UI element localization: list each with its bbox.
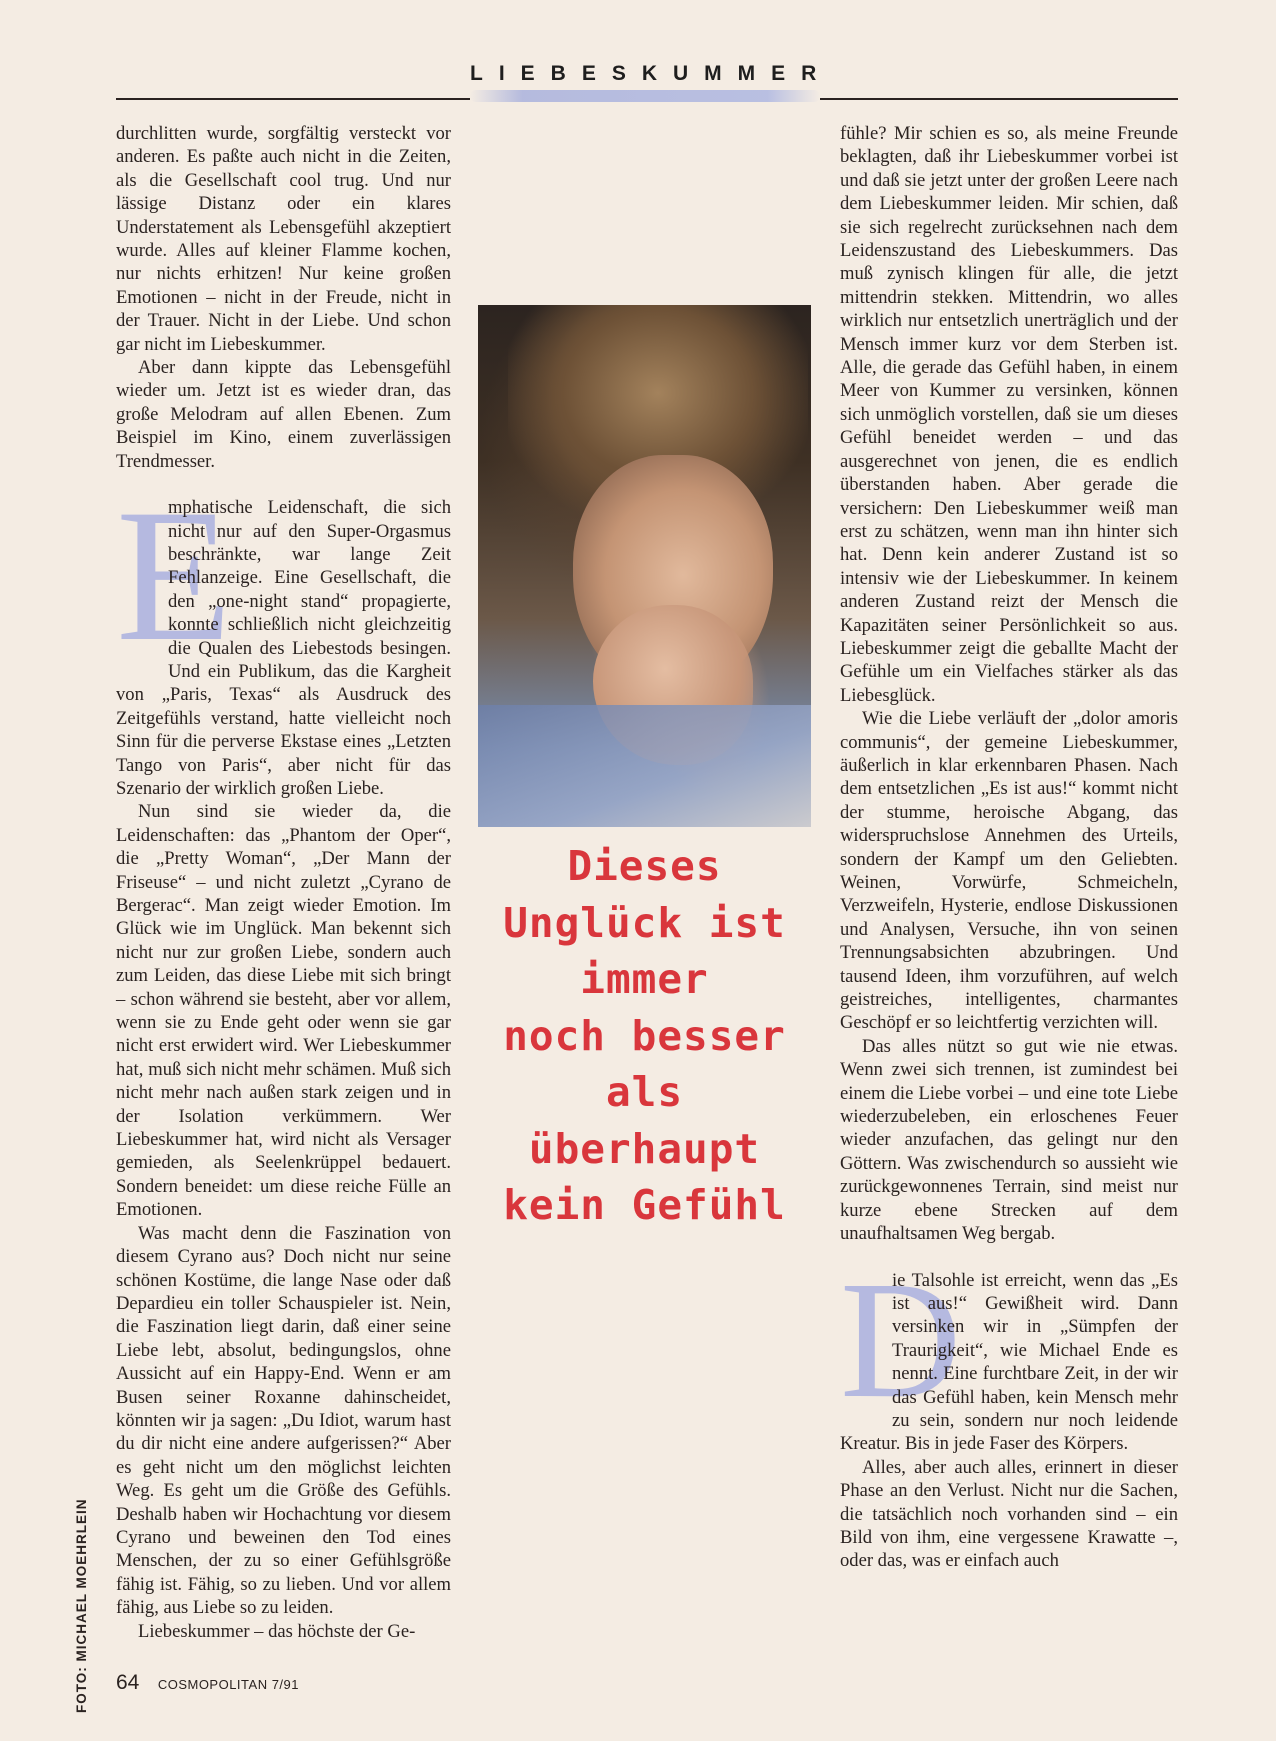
paragraph: Was macht denn die Faszination von diesem Cyrano aus? Doch nicht nur seine schönen Kostüme, die lange Nase oder daß Depardieu ein toller Schauspieler ist. Nein, die Faszination liegt darin, daß einer seine Liebe lebt, absolut, bedingungslos, ohne Aussicht auf ein Happy-End. Wenn er am Busen seiner Roxanne dahinscheidet, könnten wir ja sagen: „Du Idiot, warum hast du dir nicht eine andere aufgerissen?“ Aber es geht nicht um den möglichst leichten Weg. Es geht um die Größe des Gefühls. Deshalb haben wir Hochachtung vor diesem Cyrano und beweinen den Tod eines Menschen, der zu so einer Gefühlsgröße fähig ist. Fähig, so zu lieben. Und vor allem fähig, aus Liebe so zu leiden. xyxy=(116,1222,451,1619)
pull-quote-line: Dieses xyxy=(567,842,722,890)
dropcap: D xyxy=(840,1246,962,1433)
paragraph: durchlitten wurde, sorgfältig versteckt vor anderen. Es paßte auch nicht in die Zeiten, als die Gesellschaft cool trug. Und nur lässige Distanz oder ein klares Understatement als Lebensgefühl akzeptiert wurde. Alles auf kleiner Flamme kochen, nur nichts erhitzen! Nur keine großen Emotionen – nicht in der Freude, nicht in der Trauer. Nicht in der Liebe. Und schon gar nicht im Liebeskummer. xyxy=(116,123,451,355)
photo-shirt-region xyxy=(478,705,811,827)
dropcap: E xyxy=(116,471,233,682)
paragraph-text: mphatische Leidenschaft, die sich nicht nur auf den Super-Orgasmus beschränkte, war lange Zeit Fehlanzeige. Eine Gesellschaft, die den „one-night stand“ propagierte, konnte schließlich nicht gleichzeitig die Qualen des Liebestods besingen. Und ein Publikum, das die Kargheit von „Paris, Texas“ als Ausdruck des Zeitgefühls verstand, hatte vielleicht noch Sinn für die perverse Ekstase eines „Letzten Tango von Paris“, aber nicht für das Szenario der wirklich großen Liebe. xyxy=(116,497,451,799)
left-column xyxy=(116,122,451,1643)
pull-quote-line: als xyxy=(605,1068,684,1116)
paragraph: Liebeskummer – das höchste der Ge- xyxy=(138,1620,416,1642)
paragraph: Alles, aber auch alles, erinnert in dieser Phase an den Verlust. Nicht nur die Sachen, die tatsächlich noch vorhanden sind – ein Bild von ihm, eine vergessene Krawatte –, oder das, was er einfach auch xyxy=(840,1456,1178,1572)
header-rule-right xyxy=(820,98,1178,100)
paragraph: Nun sind sie wieder da, die Leidenschaften: das „Phantom der Oper“, die „Pretty Woman“, „Der Mann der Friseuse“ – und nicht zuletzt „Cyrano de Bergerac“. Man zeigt wieder Emotion. Im Glück wie im Unglück. Man bekennt sich nicht nur zur großen Liebe, sondern auch zum Leiden, das diese Liebe mit sich bringt – schon während sie besteht, aber vor allem, wenn sie zu Ende geht oder wenn sie gar nicht erst erwidert wird. Wer Liebeskummer hat, muß sich nicht mehr schämen. Muß sich nicht mehr nach außen stark zeigen und in der Isolation verkümmern. Wer Liebeskummer hat, wird nicht als Versager gemieden, als Seelenkrüppel bedauert. Sondern beneidet: um diese reiche Fülle an Emotionen. xyxy=(116,801,451,1221)
pull-quote-line: kein Gefühl xyxy=(503,1181,786,1229)
right-column xyxy=(840,122,1178,1573)
paragraph-text: ie Talsohle ist erreicht, wenn das „Es ist aus!“ Gewißheit wird. Dann versinken wir in „Sümpfen der Traurigkeit“, wie Michael Ende es nennt. Eine furchtbare Zeit, in der wir das Gefühl haben, kein Mensch mehr zu sein, sondern nur noch leidende Kreatur. Bis in jede Faser des Körpers. xyxy=(840,1269,1178,1455)
paragraph-with-dropcap xyxy=(116,471,451,800)
young-man-head-on-hand-photo xyxy=(478,305,811,827)
magazine-issue: COSMOPOLITAN 7/91 xyxy=(157,1677,299,1692)
section-title: LIEBESKUMMER xyxy=(470,62,833,85)
pull-quote-line: noch besser xyxy=(503,1011,786,1060)
pull-quote xyxy=(478,838,811,1234)
page-number: 64 xyxy=(116,1671,140,1694)
pull-quote-line: Unglück ist xyxy=(503,898,786,947)
page-footer xyxy=(116,1671,299,1695)
pull-quote-line: überhaupt xyxy=(528,1124,761,1173)
paragraph: Wie die Liebe verläuft der „dolor amoris communis“, der gemeine Liebeskummer, äußerlich in klar erkennbaren Phasen. Nach dem entsetzlichen „Es ist aus!“ kommt nicht der stumme, heroische Abgang, das widerspruchslose Annehmen des Urteils, sondern der Kampf um den Geliebten. Weinen, Vorwürfe, Schmeicheln, Verzweifeln, Hysterie, endlose Diskussionen und Analysen, Versuche, ihn von seinen Trennungsabsichten abzubringen. Und tausend Ideen, ihm vorzuführen, auf welch geistreiches, intelligentes, charmantes Geschöpf er so leichtfertig verzichten will. xyxy=(840,708,1178,1034)
photo-credit: FOTO: MICHAEL MOEHRLEIN xyxy=(74,1498,89,1713)
header-rule-left xyxy=(116,98,470,100)
header-highlight xyxy=(470,90,820,102)
paragraph: Das alles nützt so gut wie nie etwas. Wenn zwei sich trennen, ist zumindest bei einem die Liebe vorbei – und eine tote Liebe wiederzubeleben, ein erloschenes Feuer wieder anzufachen, das gelingt nur den Göttern. Was zwischendurch so aussieht wie zurückgewonnenes Terrain, sind meist nur kurze ebene Strecken auf dem unaufhaltsamen Weg bergab. xyxy=(840,1035,1178,1245)
paragraph: fühle? Mir schien es so, als meine Freunde beklagten, daß ihr Liebeskummer vorbei ist und daß sie jetzt unter der großen Leere nach dem Liebeskummer leiden. Mir schien, daß sie sich regelrecht zurücksehnen nach dem Leidenszustand des Liebeskummers. Das muß zynisch klingen für alle, die jetzt mittendrin stekken. Mittendrin, wo alles wirklich nur entsetzlich unerträglich und der Mensch immer kurz vor dem Sterben ist. Alle, die gerade das Gefühl haben, in einem Meer von Kummer zu versinken, können sich unmöglich vorstellen, daß sie um dieses Gefühl beneidet werden – und das ausgerechnet von jenen, die es endlich überstanden haben. Aber gerade die versichern: Den Liebeskummer weiß man erst zu schätzen, wenn man ihn hinter sich hat. Denn kein anderer Zustand ist so intensiv wie der Liebeskummer. In keinem anderen Zustand reizt der Mensch die Kapazitäten seiner Persönlichkeit so aus. Liebeskummer zeigt die geballte Macht der Gefühle um ein Vielfaches stärker als das Liebesglück. xyxy=(840,123,1178,706)
paragraph-with-dropcap xyxy=(840,1246,1178,1456)
paragraph: Aber dann kippte das Lebensgefühl wieder um. Jetzt ist es wieder dran, das große Melodram auf allen Ebenen. Zum Beispiel im Kino, einem zuverlässigen Trendmesser. xyxy=(116,357,451,472)
pull-quote-line: immer xyxy=(580,955,709,1003)
